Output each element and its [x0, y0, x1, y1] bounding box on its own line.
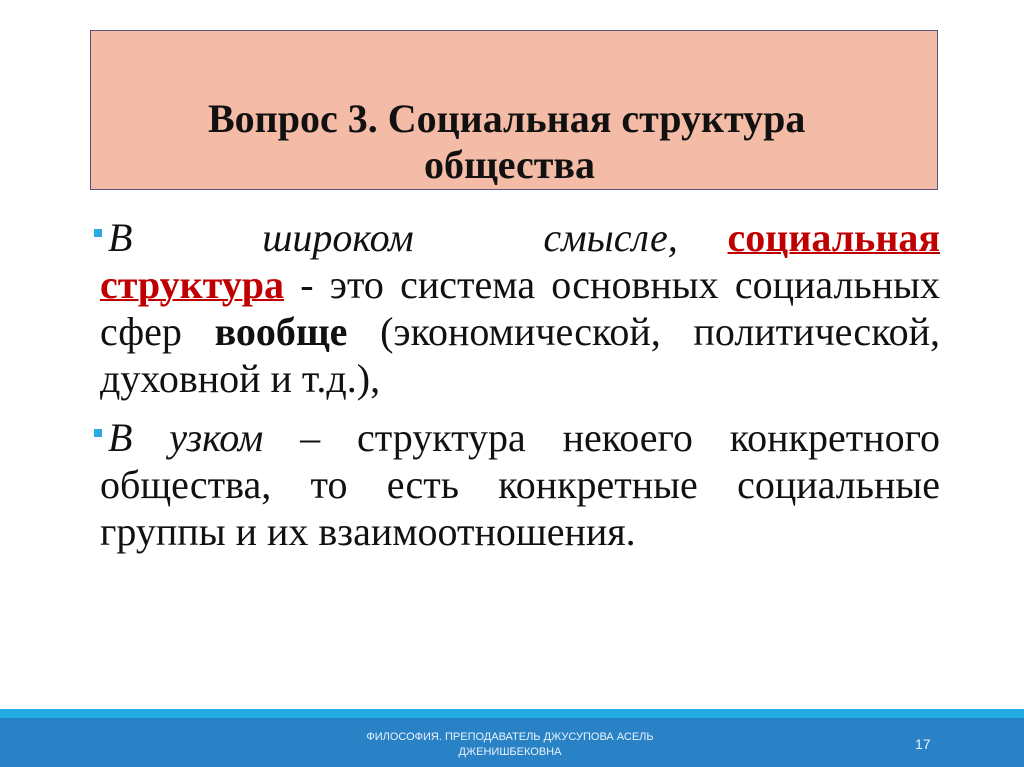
title-line-2: общества — [424, 142, 596, 187]
bullet-icon — [94, 429, 102, 437]
footer — [0, 718, 1024, 767]
footer-text: ФИЛОСОФИЯ. ПРЕПОДАВАТЕЛЬ ДЖУСУПОВА АСЕЛЬ ДЖЕНИШБЕКОВНА — [366, 731, 654, 758]
bullet-narrow — [100, 414, 940, 555]
slide-body — [100, 214, 940, 567]
title-line-1: Вопрос 3. Социальная структура — [208, 96, 806, 141]
narrow-text: – структура некоего конкретного общества, то есть конкретные социальные группы и их взаимоотношения. — [100, 415, 940, 554]
footer-stripe — [0, 709, 1024, 718]
bullet-icon — [94, 229, 102, 237]
definition-text: - это система основных социальных сфер — [100, 262, 940, 354]
term-social-structure: социальная структура — [100, 215, 941, 307]
bullet-broad — [100, 214, 940, 402]
slide-title — [208, 96, 908, 188]
broad-label: В широком смысле, — [108, 215, 678, 260]
definition-text-2: (экономической, политической, духовной и т.д.), — [100, 309, 940, 401]
narrow-label: В узком — [108, 415, 264, 460]
emphasis-vobshche: вообще — [214, 309, 348, 354]
page-number: 17 — [915, 736, 931, 752]
